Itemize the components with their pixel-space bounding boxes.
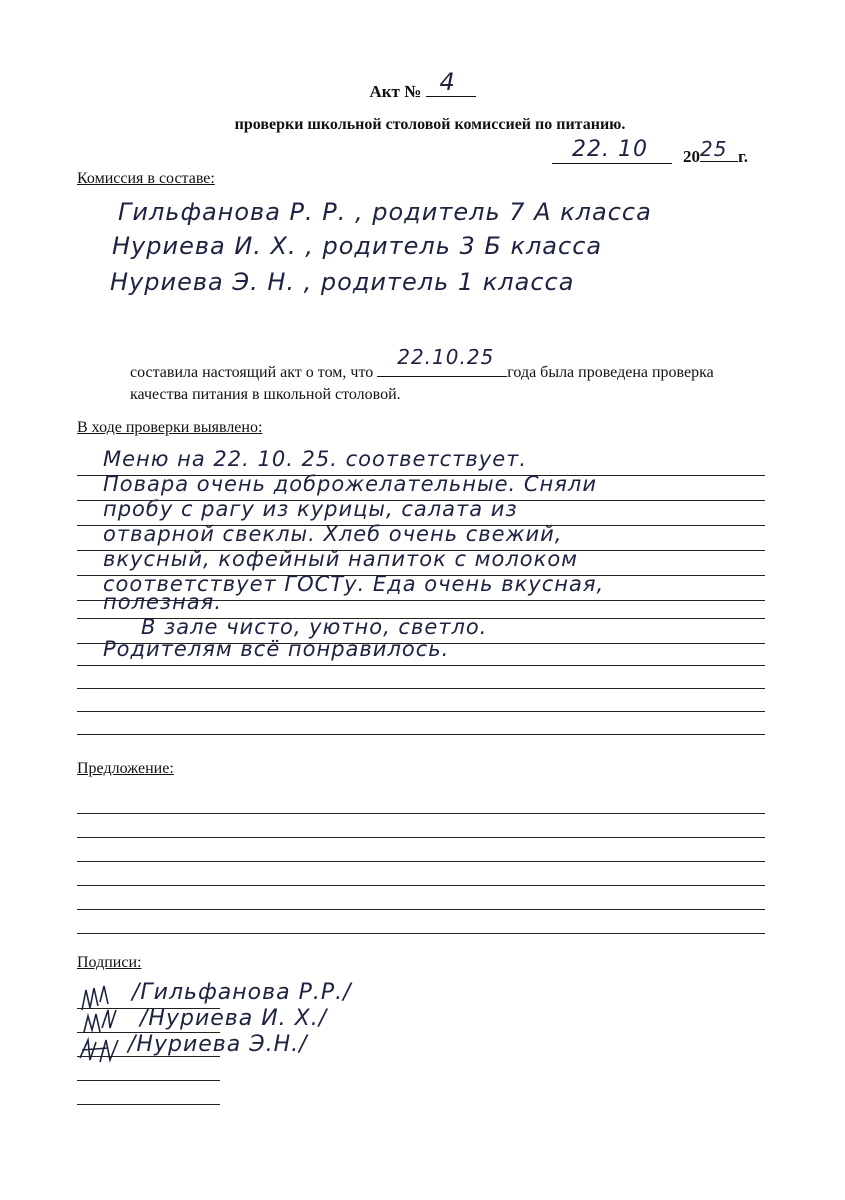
signature-marks-icon <box>78 980 138 1080</box>
proposal-line <box>77 909 765 910</box>
signature-name: /Нуриева Э.Н./ <box>128 1032 308 1057</box>
act-subtitle: проверки школьной столовой комиссией по питанию. <box>234 116 626 133</box>
date-field <box>552 137 672 164</box>
signatures-label: Подписи: <box>77 954 142 971</box>
report-line2: качества питания в школьной столовой. <box>130 386 401 403</box>
year-field <box>683 137 749 167</box>
year-unit: г. <box>738 147 749 166</box>
year-suffix: 25 <box>700 137 728 161</box>
proposal-label: Предложение: <box>77 760 174 777</box>
findings-line <box>77 688 765 689</box>
signature-line <box>77 1080 220 1081</box>
findings-label: В ходе проверки выявлено: <box>77 419 263 436</box>
commission-member: Нуриева И. Х. , родитель 3 Б класса <box>112 232 603 260</box>
report-date: 22.10.25 <box>397 345 495 369</box>
act-number-field <box>426 68 476 97</box>
findings-text: Меню на 22. 10. 25. соответствует. <box>103 447 528 471</box>
findings-text: пробу с рагу из курицы, салата из <box>103 497 518 521</box>
findings-line <box>77 637 765 666</box>
report-statement <box>130 345 780 406</box>
findings-text: Повара очень доброжелательные. Сняли <box>103 472 597 496</box>
signature-line <box>77 1104 220 1105</box>
proposal-line <box>77 813 765 814</box>
act-title-prefix: Акт № <box>369 82 422 101</box>
act-title <box>0 68 845 102</box>
findings-line <box>77 711 765 712</box>
commission-member: Нуриева Э. Н. , родитель 1 класса <box>110 268 575 296</box>
report-after: года была проведена проверка <box>507 364 714 381</box>
act-number: 4 <box>439 68 456 96</box>
year-prefix: 20 <box>683 147 700 166</box>
findings-text: вкусный, кофейный напиток с молоком <box>103 547 579 571</box>
findings-text: соответствует ГОСТу. Еда очень вкусная, <box>103 572 605 596</box>
findings-text: Родителям всё понравилось. <box>103 637 450 661</box>
proposal-line <box>77 861 765 862</box>
signature-name: /Гильфанова Р.Р./ <box>132 980 352 1005</box>
commission-label: Комиссия в составе: <box>77 170 215 187</box>
report-date-field <box>377 345 507 377</box>
proposal-line <box>77 933 765 934</box>
report-before: составила настоящий акт о том, что <box>130 364 374 381</box>
proposal-line <box>77 885 765 886</box>
findings-text: полезная. <box>103 590 222 614</box>
findings-text: В зале чисто, уютно, светло. <box>141 615 488 639</box>
date-day-month: 22. 10 <box>572 137 648 162</box>
proposal-line <box>77 837 765 838</box>
findings-text: отварной свеклы. Хлеб очень свежий, <box>103 522 563 546</box>
signature-name: /Нуриева И. Х./ <box>140 1006 328 1031</box>
commission-member: Гильфанова Р. Р. , родитель 7 А класса <box>118 198 652 226</box>
findings-line <box>77 734 765 735</box>
